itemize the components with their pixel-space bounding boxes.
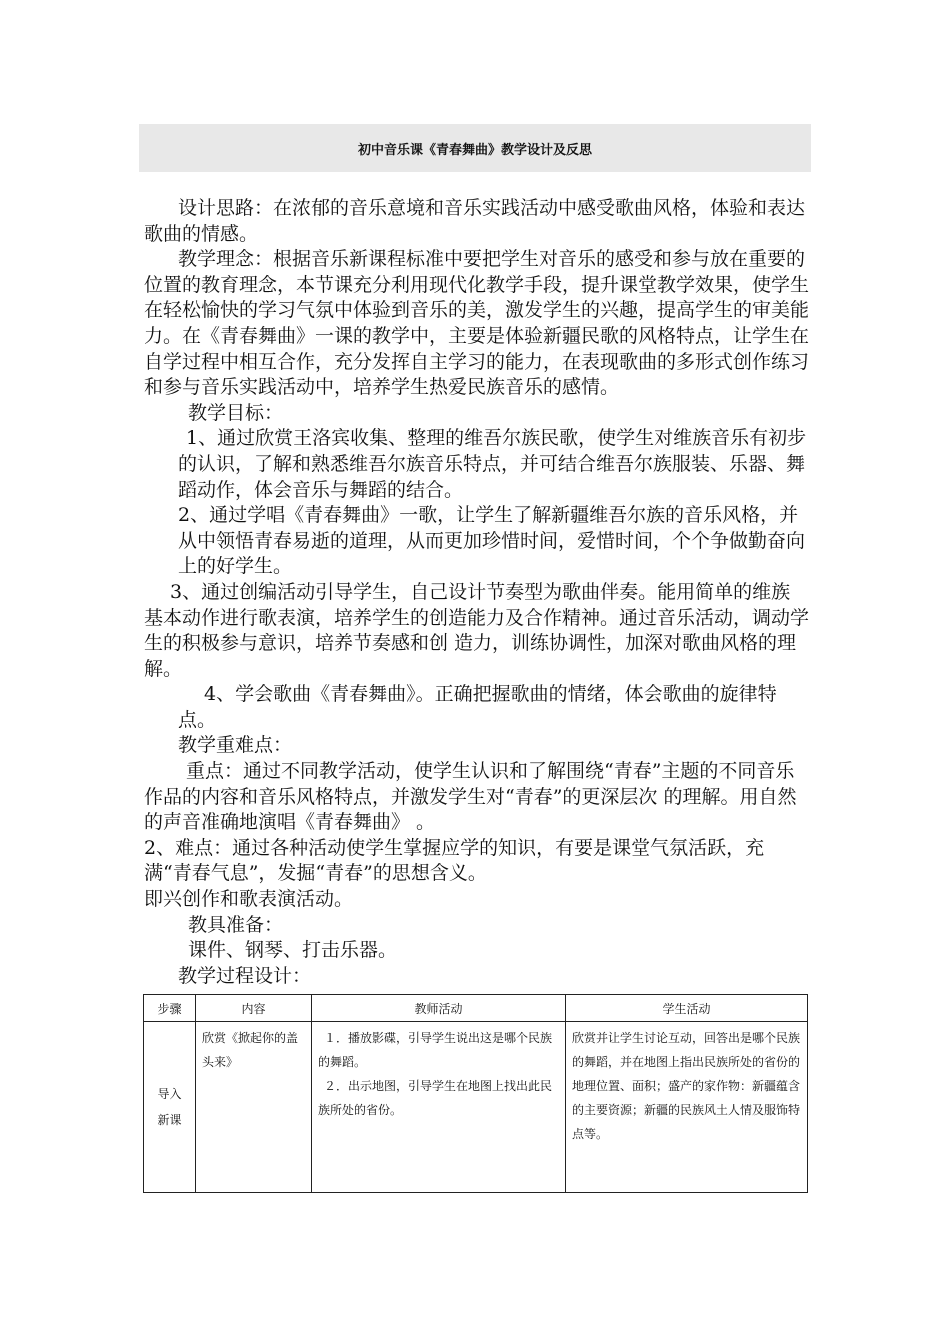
- goal-item-2: 2、通过学唱《青春舞曲》一歌，让学生了解新疆维吾尔族的音乐风格，并从中领悟青春易逝的道理，从而更加珍惜时间，爱惜时间，个个争做勤奋向上的好学生。: [178, 504, 806, 578]
- header-teacher-activity: 教师活动: [312, 995, 566, 1022]
- goal-item-4: 4、学会歌曲《青春舞曲》。正确把握歌曲的情绪，体会歌曲的旋律特点。: [178, 683, 777, 731]
- paragraph-improvisation: 即兴创作和歌表演活动。: [144, 888, 354, 911]
- paragraph-difficult-point: 2、难点：通过各种活动使学生掌握应学的知识，有要是课堂气氛活跃，充满“青春气息”，发掘“青春”的思想含义。: [144, 836, 765, 885]
- paragraph-design-idea: 设计思路：在浓郁的音乐意境和音乐实践活动中感受歌曲风格，体验和表达歌曲的情感。: [144, 197, 806, 245]
- content-text: 欣赏《掀起你的盖头来》: [202, 1031, 299, 1069]
- cell-content: [196, 1022, 312, 1193]
- paragraph-teaching-aids: 课件、钢琴、打击乐器。: [188, 939, 398, 962]
- document-title: 初中音乐课《青春舞曲》教学设计及反思: [357, 142, 592, 158]
- title-bar: [139, 124, 811, 172]
- paragraph-key-point: 重点：通过不同教学活动，使学生认识和了解围绕“青春”主题的不同音乐作品的内容和音乐风格特点，并激发学生对“青春”的更深层次 的理解。用自然的声音准确地演唱《青春舞曲》 。: [144, 760, 797, 834]
- table-header-row: [144, 995, 808, 1022]
- cell-teacher-activity: [312, 1022, 566, 1193]
- step-label: 导入新课: [157, 1087, 182, 1127]
- teacher-activity-2: ２．出示地图，引导学生在地图上找出此民族所处的省份。: [318, 1079, 553, 1117]
- header-student-activity: 学生活动: [566, 995, 808, 1022]
- heading-key-points: 教学重难点：: [178, 734, 293, 757]
- goal-item-3: 3、通过创编活动引导学生，自己设计节奏型为歌曲伴奏。能用简单的维族基本动作进行歌表演，培养学生的创造能力及合作精神。通过音乐活动，调动学生的积极参与意识，培养节奏感和创 造力，训练协调性，加深对歌曲风格的理解。: [144, 580, 810, 680]
- header-step: 步骤: [144, 995, 196, 1022]
- teacher-activity-1: １．播放影碟，引导学生说出这是哪个民族的舞蹈。: [318, 1031, 553, 1069]
- teacher-activity-block: [312, 1022, 565, 1126]
- heading-teaching-aids: 教具准备：: [188, 913, 284, 936]
- student-activity-text: 欣赏并让学生讨论互动，回答出是哪个民族的舞蹈，并在地图上指出民族所处的省份的地理位置、面积；盛产的家作物：新疆蕴含的主要资源；新疆的民族风土人情及服饰特点等。: [572, 1031, 801, 1141]
- table-row: [144, 1022, 808, 1193]
- cell-step: [144, 1022, 196, 1193]
- heading-teaching-goals: 教学目标：: [188, 401, 284, 424]
- lesson-plan-table: [143, 994, 808, 1193]
- document-body: [144, 196, 809, 989]
- cell-student-activity: [566, 1022, 808, 1193]
- paragraph-teaching-concept: 教学理念：根据音乐新课程标准中要把学生对音乐的感受和参与放在重要的位置的教育理念，本节课充分利用现代化教学手段，提升课堂教学效果，使学生在轻松愉快的学习气氛中体验到音乐的美，激发学生的兴趣，提高学生的审美能力。在《青春舞曲》一课的教学中，主要是体验新疆民歌的风格特点，让学生在自学过程中相互合作，充分发挥自主学习的能力，在表现歌曲的多形式创作练习和参与音乐实践活动中，培养学生热爱民族音乐的感情。: [144, 248, 810, 399]
- header-content: 内容: [196, 995, 312, 1022]
- goal-item-1: 1、通过欣赏王洛宾收集、整理的维吾尔族民歌，使学生对维族音乐有初步的认识，了解和熟悉维吾尔族音乐特点，并可结合维吾尔族服装、乐器、舞蹈动作，体会音乐与舞蹈的结合。: [178, 427, 807, 501]
- heading-process-design: 教学过程设计：: [178, 964, 312, 987]
